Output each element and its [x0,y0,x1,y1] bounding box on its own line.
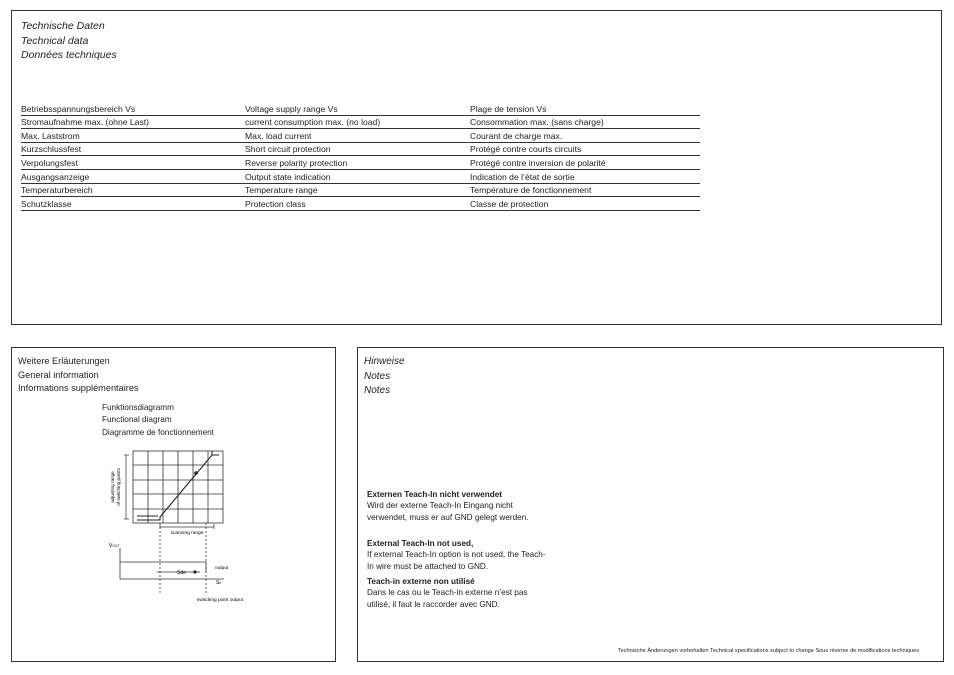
curve-point [194,471,198,475]
cell-fr: Température de fonctionnement [470,183,700,197]
functional-diagram [102,443,262,608]
cell-de: Verpolungsfest [21,156,245,170]
diagram-title-en: Functional diagram [102,415,172,425]
note-fr [367,576,547,610]
cell-de: Temperaturbereich [21,183,245,197]
sde-label: Sde [177,570,186,576]
cell-en: Output state indication [245,169,470,183]
cell-en: Max. load current [245,129,470,143]
cell-fr: Plage de tension Vs [470,102,700,115]
table-row [21,169,700,183]
functional-diagram-heading [102,402,214,439]
vout-label: VOUT [109,543,120,549]
s0-label: S0 [216,580,222,586]
table-row [21,102,700,115]
sde-point [193,570,196,573]
title-fr: Données techniques [21,49,117,61]
cell-fr: Protégé contre inversion de polarité [470,156,700,170]
general-information-heading [18,355,139,396]
title-de: Hinweise [364,356,405,367]
title-de: Weitere Erläuterungen [18,356,110,366]
note-de [367,489,547,523]
cell-fr: Indication de l’état de sortie [470,169,700,183]
title-fr: Notes [364,385,391,396]
table-row [21,156,700,170]
output-label: output [215,566,229,571]
table-row [21,197,700,211]
cell-de: Max. Laststrom [21,129,245,143]
cell-fr: Consommation max. (sans charge) [470,115,700,129]
cell-fr: Courant de charge max. [470,129,700,143]
x-label-scanning: scanning range [170,531,204,536]
cell-de: Stromaufnahme max. (ohne Last) [21,115,245,129]
title-fr: Informations supplémentaires [18,383,139,393]
cell-de: Kurzschlussfest [21,142,245,156]
specification-table [21,102,700,211]
cell-en: Temperature range [245,183,470,197]
note-en [367,538,547,572]
cell-de: Ausgangsanzeige [21,169,245,183]
cell-en: Protection class [245,197,470,211]
note-body: If external Teach-In option is not used, the Teach-In wire must be attached to GND. [367,550,546,571]
table-row [21,183,700,197]
notes-panel [357,347,944,662]
switching-label: switching point output [196,598,244,603]
notes-heading [364,355,405,399]
cell-de: Schutzklasse [21,197,245,211]
cell-fr: Classe de protection [470,197,700,211]
note-heading: Externen Teach-In nicht verwendet [367,490,502,499]
y-label-switching: of switching points [116,468,121,506]
cell-en: Reverse polarity protection [245,156,470,170]
footer-disclaimer: Technische Änderungen vorbehalten Technical specifications subject to change Sous réserve de modifications techniques [617,648,919,654]
title-en: Technical data [21,34,89,47]
cell-en: Voltage supply range Vs [245,102,470,115]
y-range-bracket [124,455,129,519]
technical-data-heading [21,19,117,63]
cell-de: Betriebsspannungsbereich Vs [21,102,245,115]
table-row [21,115,700,129]
table-row [21,129,700,143]
title-en: General information [18,369,99,380]
cell-fr: Protégé contre courts circuits [470,142,700,156]
diagram-title-de: Funktionsdiagramm [102,403,174,412]
note-heading: External Teach-In not used, [367,539,474,548]
general-information-panel [11,347,336,662]
y-label-adjusting: adjusting range [110,471,115,503]
output-axes [120,548,224,579]
note-body: Wird der externe Teach-In Eingang nicht verwendet, muss er auf GND gelegt werden. [367,501,529,522]
diagram-title-fr: Diagramme de fonctionnement [102,427,214,437]
technical-data-panel [11,10,942,325]
note-heading: Teach-in externe non utilisé [367,577,475,586]
note-body: Dans le cas ou le Teach-in externe n’est pas utilisé, il faut le raccorder avec GND. [367,588,528,609]
cell-en: Short circuit protection [245,142,470,156]
title-de: Technische Daten [21,20,105,32]
cell-en: current consumption max. (no load) [245,115,470,129]
diagram-grid [133,451,223,523]
table-row [21,142,700,156]
title-en: Notes [364,370,391,382]
